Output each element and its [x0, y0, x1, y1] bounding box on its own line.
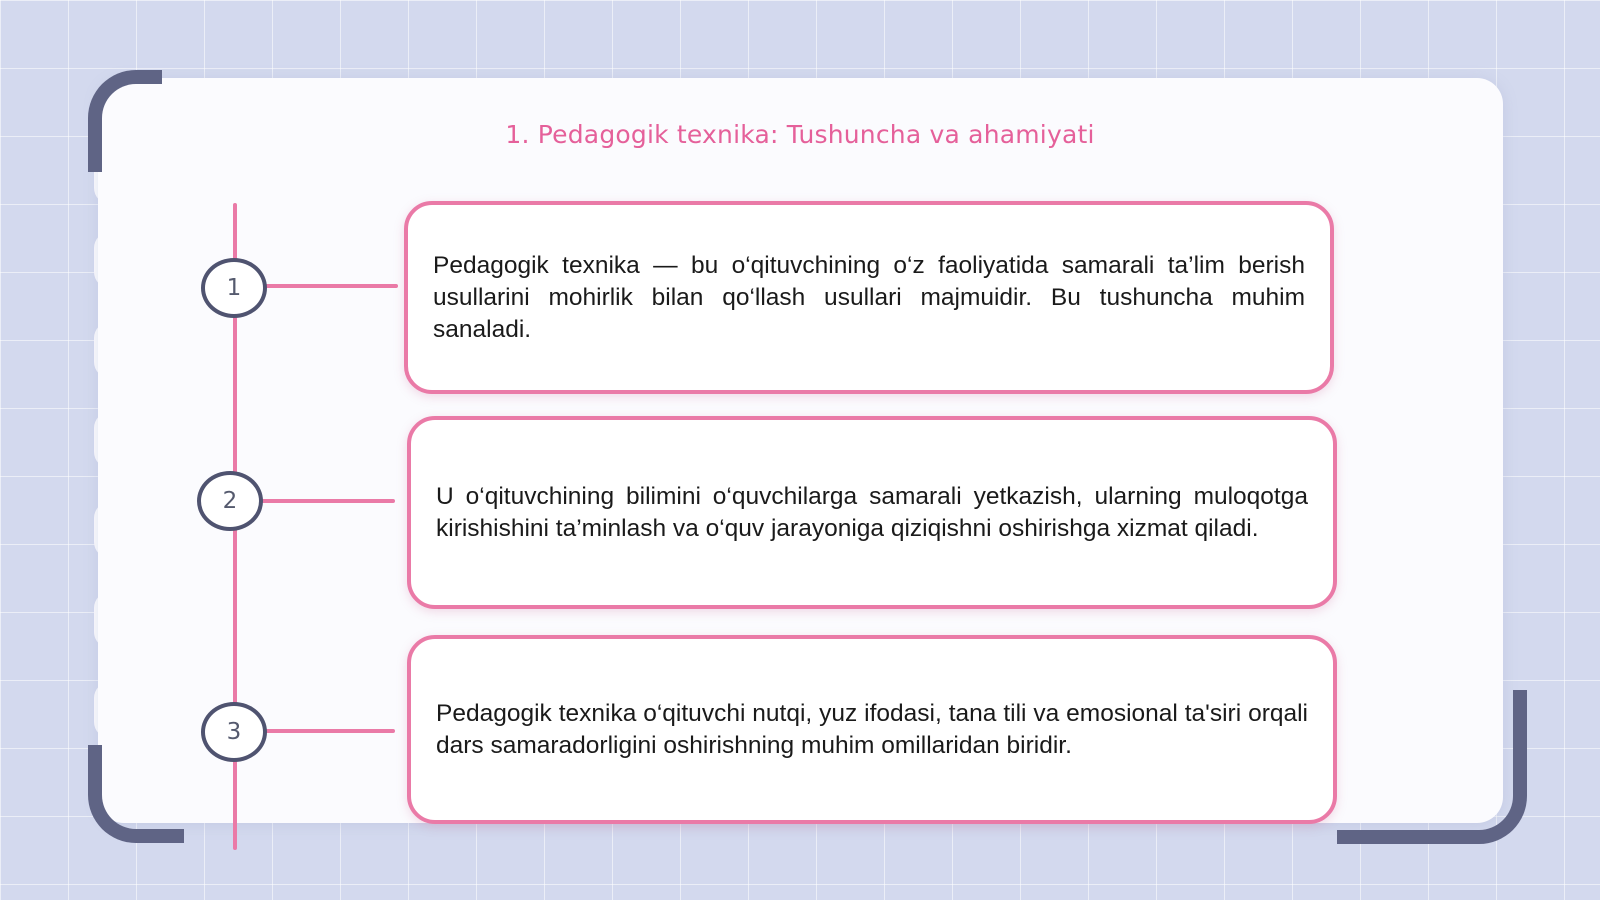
step-number-badge: [201, 702, 267, 762]
timeline-connector: [260, 499, 395, 503]
timeline-card: [404, 201, 1334, 394]
card-text: U o‘qituvchining bilimini o‘quvchilarga samarali yetkazish, ularning muloqotga kirishishini ta’minlash va o‘quv jarayoniga qiziqishni oshirishga xizmat qiladi.: [436, 482, 1308, 542]
step-number: 3: [226, 719, 242, 745]
card-text: Pedagogik texnika — bu o‘qituvchining o‘z faoliyatida samarali ta’lim berish usullarini mohirlik bilan qo‘llash usullari majmuidir. Bu tushuncha muhim sanaladi.: [433, 251, 1305, 343]
slide-title: 1. Pedagogik texnika: Tushuncha va ahamiyati: [505, 120, 1095, 149]
timeline-connector: [262, 284, 398, 288]
step-number: 2: [222, 488, 238, 514]
timeline-card: [407, 416, 1337, 609]
step-number: 1: [226, 275, 242, 301]
timeline-connector: [262, 729, 395, 733]
step-number-badge: [201, 258, 267, 318]
step-number-badge: [197, 471, 263, 531]
corner-bracket-bottom-left: [88, 745, 184, 843]
timeline-card: [407, 635, 1337, 824]
card-text: Pedagogik texnika o‘qituvchi nutqi, yuz ifodasi, tana tili va emosional ta'siri orqali dars samaradorligini oshirishning muhim omillaridan biridir.: [436, 699, 1308, 759]
corner-bracket-bottom-right: [1337, 690, 1527, 844]
